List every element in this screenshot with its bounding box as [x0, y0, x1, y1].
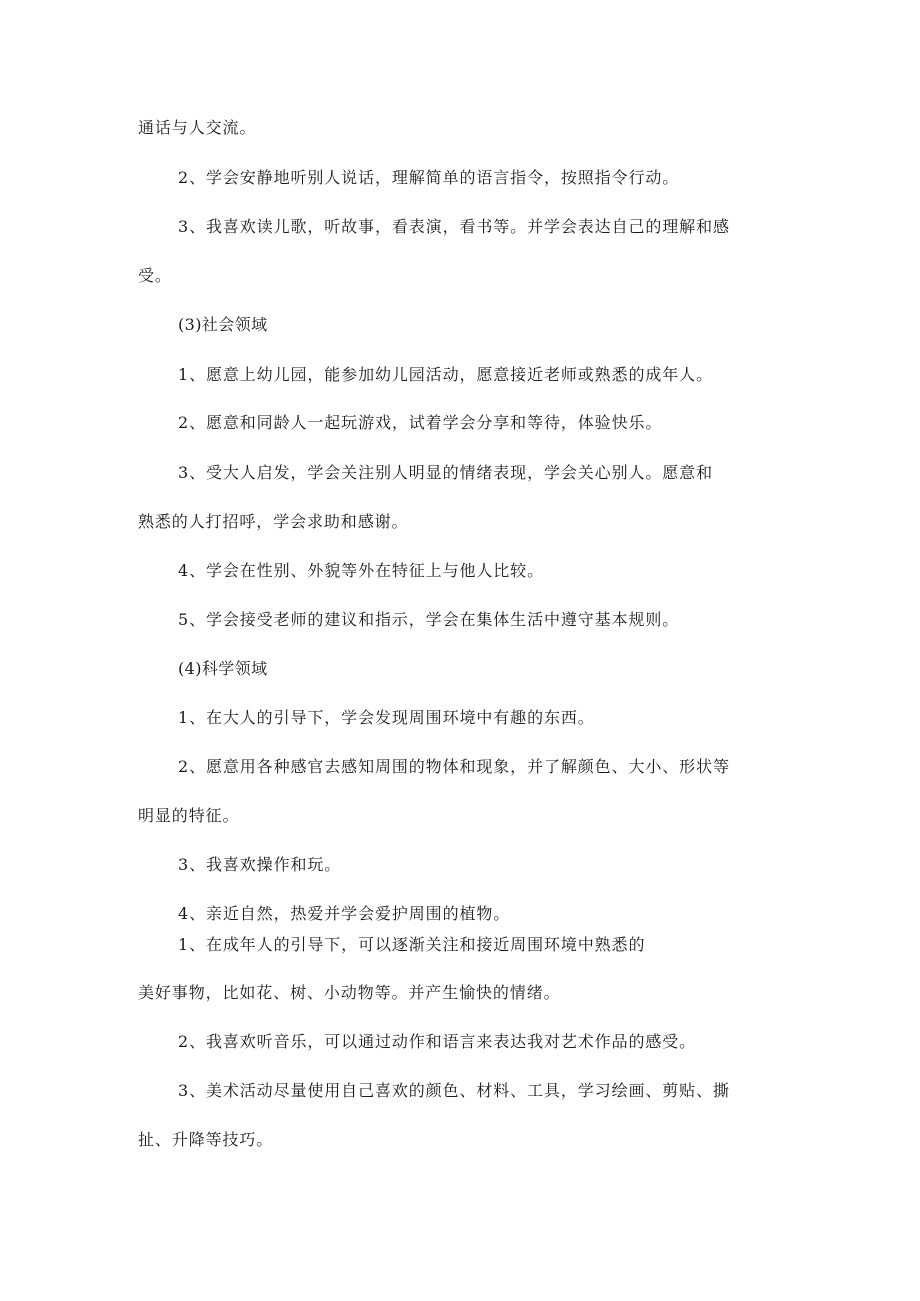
paragraph: 3、我喜欢操作和玩。 [178, 855, 342, 874]
paragraph: 2、愿意用各种感官去感知周围的物体和现象，并了解颜色、大小、形状等 [178, 757, 730, 776]
paragraph-continuation: 美好事物，比如花、树、小动物等。并产生愉快的情绪。 [138, 983, 561, 1002]
paragraph: 4、亲近自然，热爱并学会爱护周围的植物。 [178, 904, 511, 923]
paragraph: 3、我喜欢读儿歌，听故事，看表演，看书等。并学会表达自己的理解和感 [178, 217, 730, 236]
paragraph: 3、受大人启发，学会关注别人明显的情绪表现，学会关心别人。愿意和 [178, 463, 713, 482]
paragraph: 5、学会接受老师的建议和指示，学会在集体生活中遵守基本规则。 [178, 610, 680, 629]
paragraph: 1、在成年人的引导下，可以逐渐关注和接近周围环境中熟悉的 [178, 935, 646, 954]
section-heading-social: (3)社会领域 [178, 315, 268, 334]
paragraph-continuation: 明显的特征。 [138, 806, 240, 825]
paragraph: 2、学会安静地听别人说话，理解简单的语言指令，按照指令行动。 [178, 168, 680, 187]
paragraph: 1、愿意上幼儿园，能参加幼儿园活动，愿意接近老师或熟悉的成年人。 [178, 365, 713, 384]
paragraph-continuation: 扯、升降等技巧。 [138, 1130, 274, 1149]
paragraph: 2、愿意和同龄人一起玩游戏，试着学会分享和等待，体验快乐。 [178, 413, 663, 432]
paragraph: 2、我喜欢听音乐，可以通过动作和语言来表达我对艺术作品的感受。 [178, 1032, 697, 1051]
paragraph: 1、在大人的引导下，学会发现周围环境中有趣的东西。 [178, 708, 595, 727]
section-heading-science: (4)科学领域 [178, 659, 268, 678]
paragraph: 3、美术活动尽量使用自己喜欢的颜色、材料、工具，学习绘画、剪贴、撕 [178, 1081, 730, 1100]
paragraph-continuation: 通话与人交流。 [138, 118, 257, 137]
paragraph-continuation: 熟悉的人打招呼，学会求助和感谢。 [138, 512, 409, 531]
paragraph: 4、学会在性别、外貌等外在特征上与他人比较。 [178, 561, 544, 580]
paragraph-continuation: 受。 [138, 266, 172, 285]
